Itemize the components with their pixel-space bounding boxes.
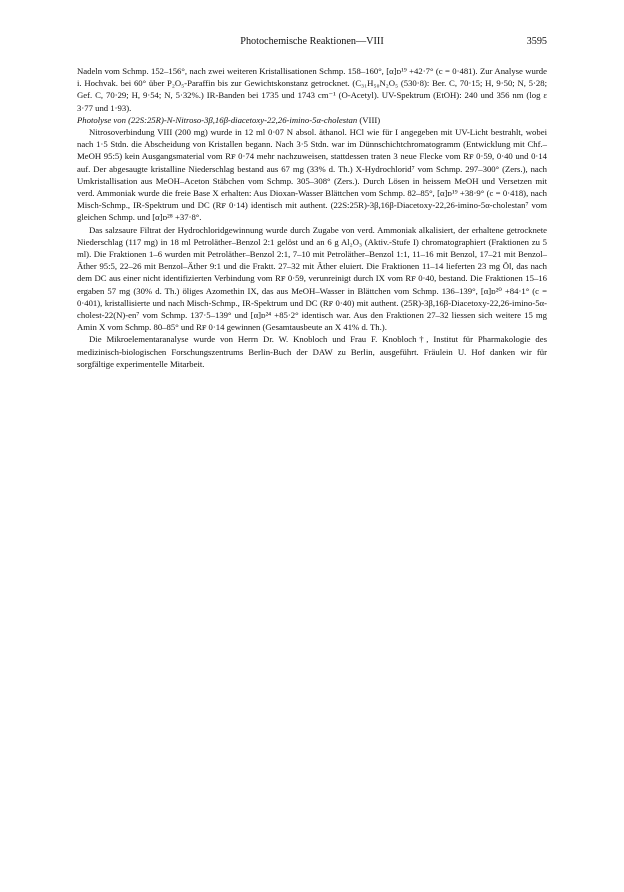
section-heading-text: Photolyse von (22S:25R)-N-Nitroso-3β,16β-diacetoxy-22,26-imino-5α-cholestan <box>77 114 358 125</box>
article-body <box>77 65 547 370</box>
paragraph-photolysis: Nitrosoverbindung VIII (200 mg) wurde in 12 ml 0·07 N absol. äthanol. HCl wie für I angegeben mit UV-Licht bestrahlt, wobei nach 1·5 Stdn. die Abscheidung von Kristallen begann. Nach 3·5 Stdn. war im Dünnschichtchromatogramm (Entwicklung mit Chf.–MeOH 95:5) kein Ausgangsmaterial vom Rꜰ 0·74 mehr nachzuweisen, stattdessen traten 3 neue Flecke vom Rꜰ 0·59, 0·40 und 0·14 auf. Der abgesaugte kristalline Niederschlag bestand aus 67 mg (33% d. Th.) X-Hydrochlorid⁷ vom Schmp. 297–300° (Zers.), nach Umkristallisation aus MeOH–Aceton Stäbchen vom Schmp. 305–308° (Zers.). Durch Lösen in heissem MeOH und Versetzen mit verd. Ammoniak wurde die freie Base X erhalten: Aus Dioxan-Wasser Blättchen vom Schmp. 82–85°, [α]ᴅ¹⁹ +38·9° (c = 0·418), nach Misch-Schmp., IR-Spektrum und DC (Rꜰ 0·14) identisch mit authent. (22S:25R)-3β,16β-Diacetoxy-22,26-imino-5α-cholestan⁷ vom gleichen Schmp. und [α]ᴅ²⁸ +37·8°. <box>77 127 547 223</box>
page-header <box>77 36 547 52</box>
page-number: 3595 <box>526 36 547 47</box>
page <box>77 36 547 370</box>
section-heading-ref: (VIII) <box>359 114 381 125</box>
running-title: Photochemische Reaktionen—VIII <box>240 36 384 47</box>
paragraph-continuation: Nadeln vom Schmp. 152–156°, nach zwei weiteren Kristallisationen Schmp. 158–160°, [α]ᴅ¹⁹ +42·7° (c = 0·481). Zur Analyse wurde i. Hochvak. bei 60° über P₂O₅-Paraffin bis zur Gewichtskonstanz getrocknet. (C₃₁H₅₀N₂O₅ (530·8): Ber. C, 70·15; H, 9·50; N, 5·28; Gef. C, 70·29; H, 9·54; N, 5·32%.) IR-Banden bei 1735 und 1743 cm⁻¹ (O-Acetyl). UV-Spektrum (EtOH): 240 und 356 nm (log ε 3·77 und 1·93). <box>77 66 547 113</box>
section-heading <box>77 114 547 126</box>
paragraph-filtrate: Das salzsaure Filtrat der Hydrochloridgewinnung wurde durch Zugabe von verd. Ammoniak alkalisiert, der erhaltene getrocknete Niederschlag (117 mg) in 18 ml Petroläther–Benzol 2:1 gelöst und an 6 g Al₂O₃ (Aktiv.-Stufe I) chromatographiert (Fraktionen zu 5 ml). Die Fraktionen 1–6 wurden mit Petroläther–Benzol 2:1, 7–10 mit Petroläther–Benzol 1:1, 11–16 mit Benzol, 17–21 mit Benzol–Äther 95:5, 22–26 mit Benzol–Äther 9:1 und die Fraktt. 27–32 mit Äther eluiert. Die Fraktionen 11–14 lieferten 23 mg Öl, das nach dem DC aus einer nicht identifizierten Verbindung vom Rꜰ 0·59, verunreinigt durch IX vom Rꜰ 0·40, bestand. Die Fraktionen 15–16 ergaben 57 mg (30% d. Th.) öliges Azomethin IX, das aus MeOH–Wasser in Blättchen vom Schmp. 136–139°, [α]ᴅ²⁰ +84·1° (c = 0·401), kristallisierte und nach Misch-Schmp., IR-Spektrum und DC (Rꜰ 0·40) mit authent. (25R)-3β,16β-Diacetoxy-22,26-imino-5α-cholest-22(N)-en⁷ vom Schmp. 137·5–139° und [α]ᴅ²⁴ +85·2° identisch war. Aus den Fraktionen 27–32 liessen sich weitere 15 mg Amin X vom Schmp. 80–85° und Rꜰ 0·14 gewinnen (Gesamtausbeute an X 41% d. Th.). <box>77 224 547 333</box>
paragraph-acknowledgement: Die Mikroelementaranalyse wurde von Herrn Dr. W. Knobloch und Frau F. Knobloch†, Institut für Pharmakologie des medizinisch-biologischen Forschungszentrums Berlin-Buch der DAW zu Berlin, ausgeführt. Fräulein U. Hof danken wir für sorgfältige experimentelle Mitarbeit. <box>77 334 547 369</box>
